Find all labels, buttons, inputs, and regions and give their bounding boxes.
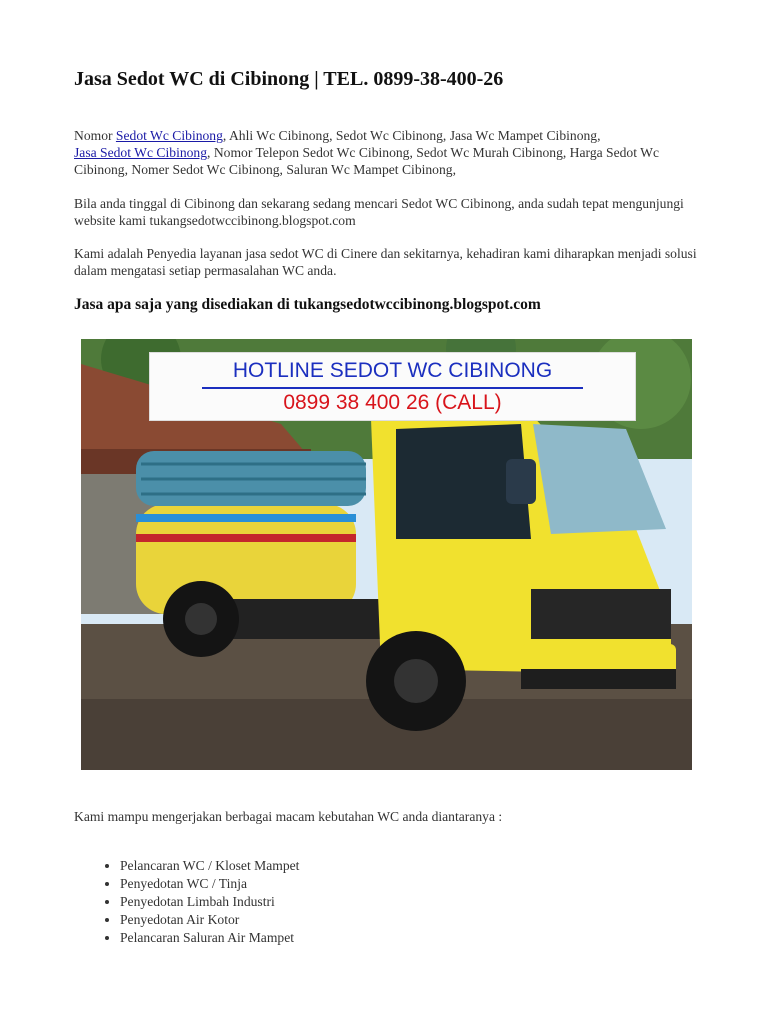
banner-phone: 0899 38 400 26 (CALL) xyxy=(283,391,502,414)
page-title: Jasa Sedot WC di Cibinong | TEL. 0899-38-400-26 xyxy=(74,68,504,90)
hotline-banner xyxy=(149,352,636,421)
intro-paragraph-1 xyxy=(74,127,704,178)
list-item: • Pelancaran Saluran Air Mampet xyxy=(120,929,299,947)
section-heading: Jasa apa saja yang disediakan di tukangsedotwccibinong.blogspot.com xyxy=(74,296,541,313)
banner-divider xyxy=(202,387,583,389)
banner-title: HOTLINE SEDOT WC CIBINONG xyxy=(232,359,553,382)
link-jasa-sedot-wc-cibinong[interactable]: Jasa Sedot Wc Cibinong xyxy=(74,145,208,160)
truck-photo xyxy=(81,339,692,770)
list-item: • Penyedotan Air Kotor xyxy=(120,911,299,929)
list-item: • Pelancaran WC / Kloset Mampet xyxy=(120,857,299,875)
intro-text: , Ahli Wc Cibinong, Sedot Wc Cibinong, Jasa Wc Mampet Cibinong, xyxy=(222,128,601,143)
intro-paragraph-3: Kami adalah Penyedia layanan jasa sedot WC di Cinere dan sekitarnya, kehadiran kami diharapkan menjadi solusi dalam mengatasi setiap permasalahan WC anda. xyxy=(74,246,697,278)
intro-text: , Nomor Telepon Sedot Wc Cibinong, Sedot Wc Murah Cibinong, Harga Sedot Wc Cibinong, Nomer Sedot Wc Cibinong, Saluran Wc Mampet Cibinong, xyxy=(74,145,660,177)
services-list xyxy=(74,857,299,947)
services-intro: Kami mampu mengerjakan berbagai macam kebutahan WC anda diantaranya : xyxy=(74,809,503,824)
intro-paragraph-2: Bila anda tinggal di Cibinong dan sekarang sedang mencari Sedot WC Cibinong, anda sudah tepat mengunjungi website kami tukangsedotwccibinong.blogspot.com xyxy=(74,196,684,228)
list-item: • Penyedotan WC / Tinja xyxy=(120,875,299,893)
link-sedot-wc-cibinong[interactable]: Sedot Wc Cibinong xyxy=(115,128,223,143)
list-item: • Penyedotan Limbah Industri xyxy=(120,893,299,911)
intro-text: Nomor xyxy=(74,128,116,143)
